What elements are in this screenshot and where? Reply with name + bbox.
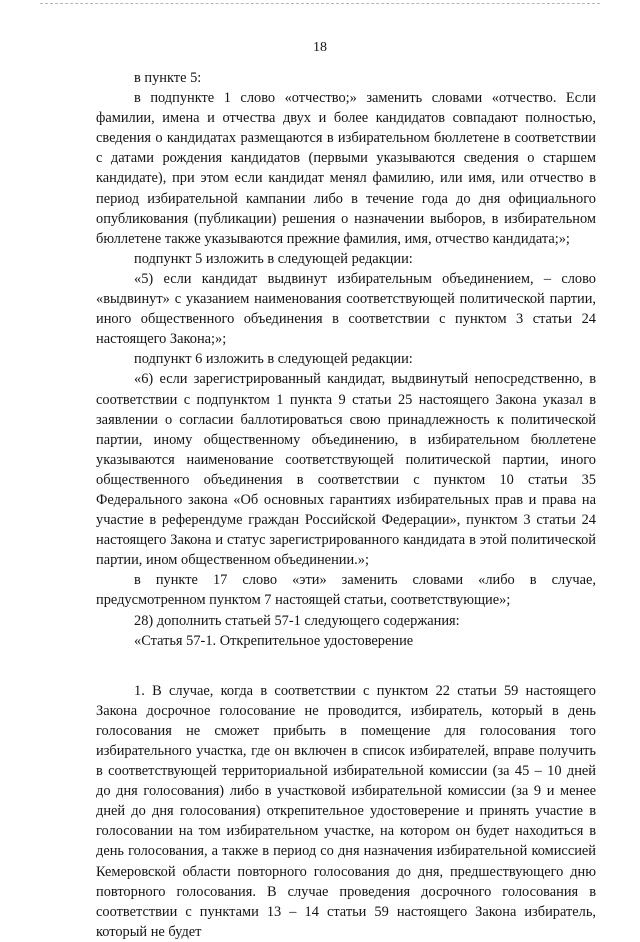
- paragraph-item-28: 28) дополнить статьей 57-1 следующего содержания:: [134, 612, 460, 629]
- paragraph-subpoint-1-amendment: в подпункте 1 слово «отчество;» заменить словами «отчество. Если фамилии, имена и отчества двух и более кандидатов совпадают полностью, сведения о кандидатах размещаются в избирательном бюллетене в соответствии с датами рождения кандидатов (первыми указываются сведения о старшем кандидате), при этом если кандидат менял фамилию, или имя, или отчество в период избирательной кампании либо в течение года до дня официального опубликования (публикации) решения о назначении выборов, в избирательном бюллетене также указываются прежние фамилия, имя, отчество кандидата;»;: [96, 90, 596, 247]
- paragraph-point-17-amendment: в пункте 17 слово «эти» заменить словами «либо в случае, предусмотренном пунктом 7 настоящей статьи, соответствующие»;: [96, 572, 596, 609]
- article-57-1-heading: «Статья 57-1. Открепительное удостоверение: [134, 632, 414, 649]
- paragraph-spacer: [96, 651, 596, 681]
- page-number: 18: [313, 40, 327, 55]
- paragraph-point-5-intro: в пункте 5:: [134, 70, 202, 86]
- paragraph-subpoint-5-text: «5) если кандидат выдвинут избирательным объединением, – слово «выдвинут» с указанием наименования соответствующей политической партии, иного общественного объединения в соответствии с пунктом 3 статьи 24 настоящего Закона;»;: [96, 270, 596, 348]
- paragraph-subpoint-6-text: «6) если зарегистрированный кандидат, выдвинутый непосредственно, в соответствии с подпунктом 1 пункта 9 статьи 25 настоящего Закона указал в заявлении о согласии баллотироваться свою принадлежность к политической партии, иному общественному объединению, в избирательном бюллетене указываются наименование соответствующей политической партии, иного общественного объединения в соответствии с пунктом 10 статьи 35 Федерального закона «Об основных гарантиях избирательных прав и права на участие в референдуме граждан Российской Федерации», пунктом 3 статьи 24 настоящего Закона и статус зарегистрированного кандидата в этой политической партии, ином общественном объединении.»;: [96, 371, 596, 569]
- scan-top-edge: [40, 3, 600, 4]
- document-body: [96, 68, 596, 942]
- paragraph-subpoint-5-intro: подпункт 5 изложить в следующей редакции:: [134, 250, 413, 267]
- article-57-1-clause-1: 1. В случае, когда в соответствии с пунктом 22 статьи 59 настоящего Закона досрочное голосование не проводится, избиратель, который в день голосования не сможет прибыть в помещение для голосования того избирательного участка, где он включен в список избирателей, вправе получить в соответствующей территориальной избирательной комиссии (за 45 – 10 дней до дня голосования) либо в участковой избирательной комиссии (за 9 и менее дней до дня голосования) открепительное удостоверение и принять участие в голосовании на том избирательном участке, на котором он будет находиться в день голосования, а также в период со дня назначения избирательной комиссией Кемеровской области повторного голосования до дня, предшествующего дню повторного голосования. В случае проведения досрочного голосования в соответствии с пунктами 13 – 14 статьи 59 настоящего Закона избиратель, который не будет: [96, 682, 596, 940]
- paragraph-subpoint-6-intro: подпункт 6 изложить в следующей редакции:: [134, 351, 413, 368]
